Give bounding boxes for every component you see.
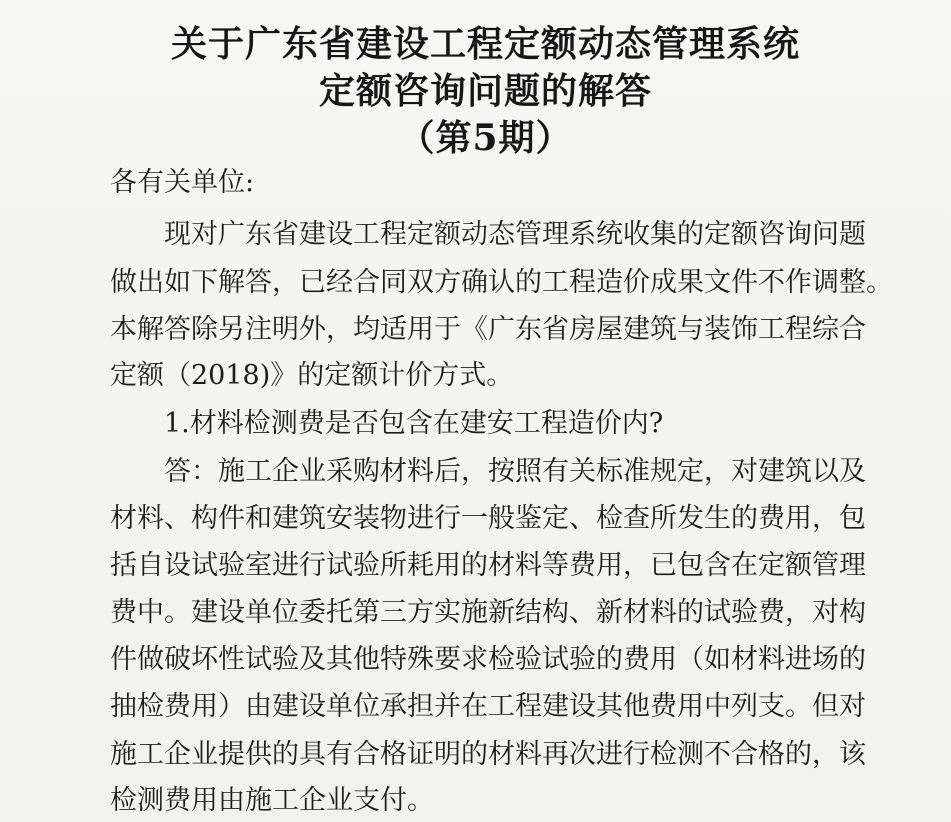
salutation: 各有关单位: [110,167,255,198]
answer-paragraph-line: 施工企业提供的具有合格证明的材料再次进行检测不合格的，该 [110,739,866,770]
answer-paragraph-line: 答：施工企业采购材料后，按照有关标准规定，对建筑以及 [164,456,866,487]
intro-paragraph-line: 做出如下解答，已经合同双方确认的工程造价成果文件不作调整。 [110,267,893,298]
answer-paragraph-line: 费中。建设单位委托第三方实施新结构、新材料的试验费，对构 [110,597,866,628]
answer-paragraph-line: 抽检费用）由建设单位承担并在工程建设其他费用中列支。但对 [110,691,866,722]
answer-paragraph-line: 检测费用由施工企业支付。 [110,785,434,816]
answer-paragraph-line: 件做破坏性试验及其他特殊要求检验试验的费用（如材料进场的 [110,644,866,675]
document-title-line-2: 定额咨询问题的解答 [318,70,652,112]
document-issue-number: （第5期） [398,117,573,159]
question-heading: 1.材料检测费是否包含在建安工程造价内? [164,408,664,439]
answer-paragraph-line: 材料、构件和建筑安装物进行一般鉴定、检查所发生的费用，包 [110,503,866,534]
intro-paragraph-line: 定额（2018)》的定额计价方式。 [110,360,514,391]
answer-paragraph-line: 括自设试验室进行试验所耗用的材料等费用，已包含在定额管理 [110,550,866,581]
intro-paragraph-line: 现对广东省建设工程定额动态管理系统收集的定额咨询问题 [164,219,866,250]
intro-paragraph-line: 本解答除另注明外，均适用于《广东省房屋建筑与装饰工程综合 [110,314,866,345]
document-title-line-1: 关于广东省建设工程定额动态管理系统 [170,23,800,65]
